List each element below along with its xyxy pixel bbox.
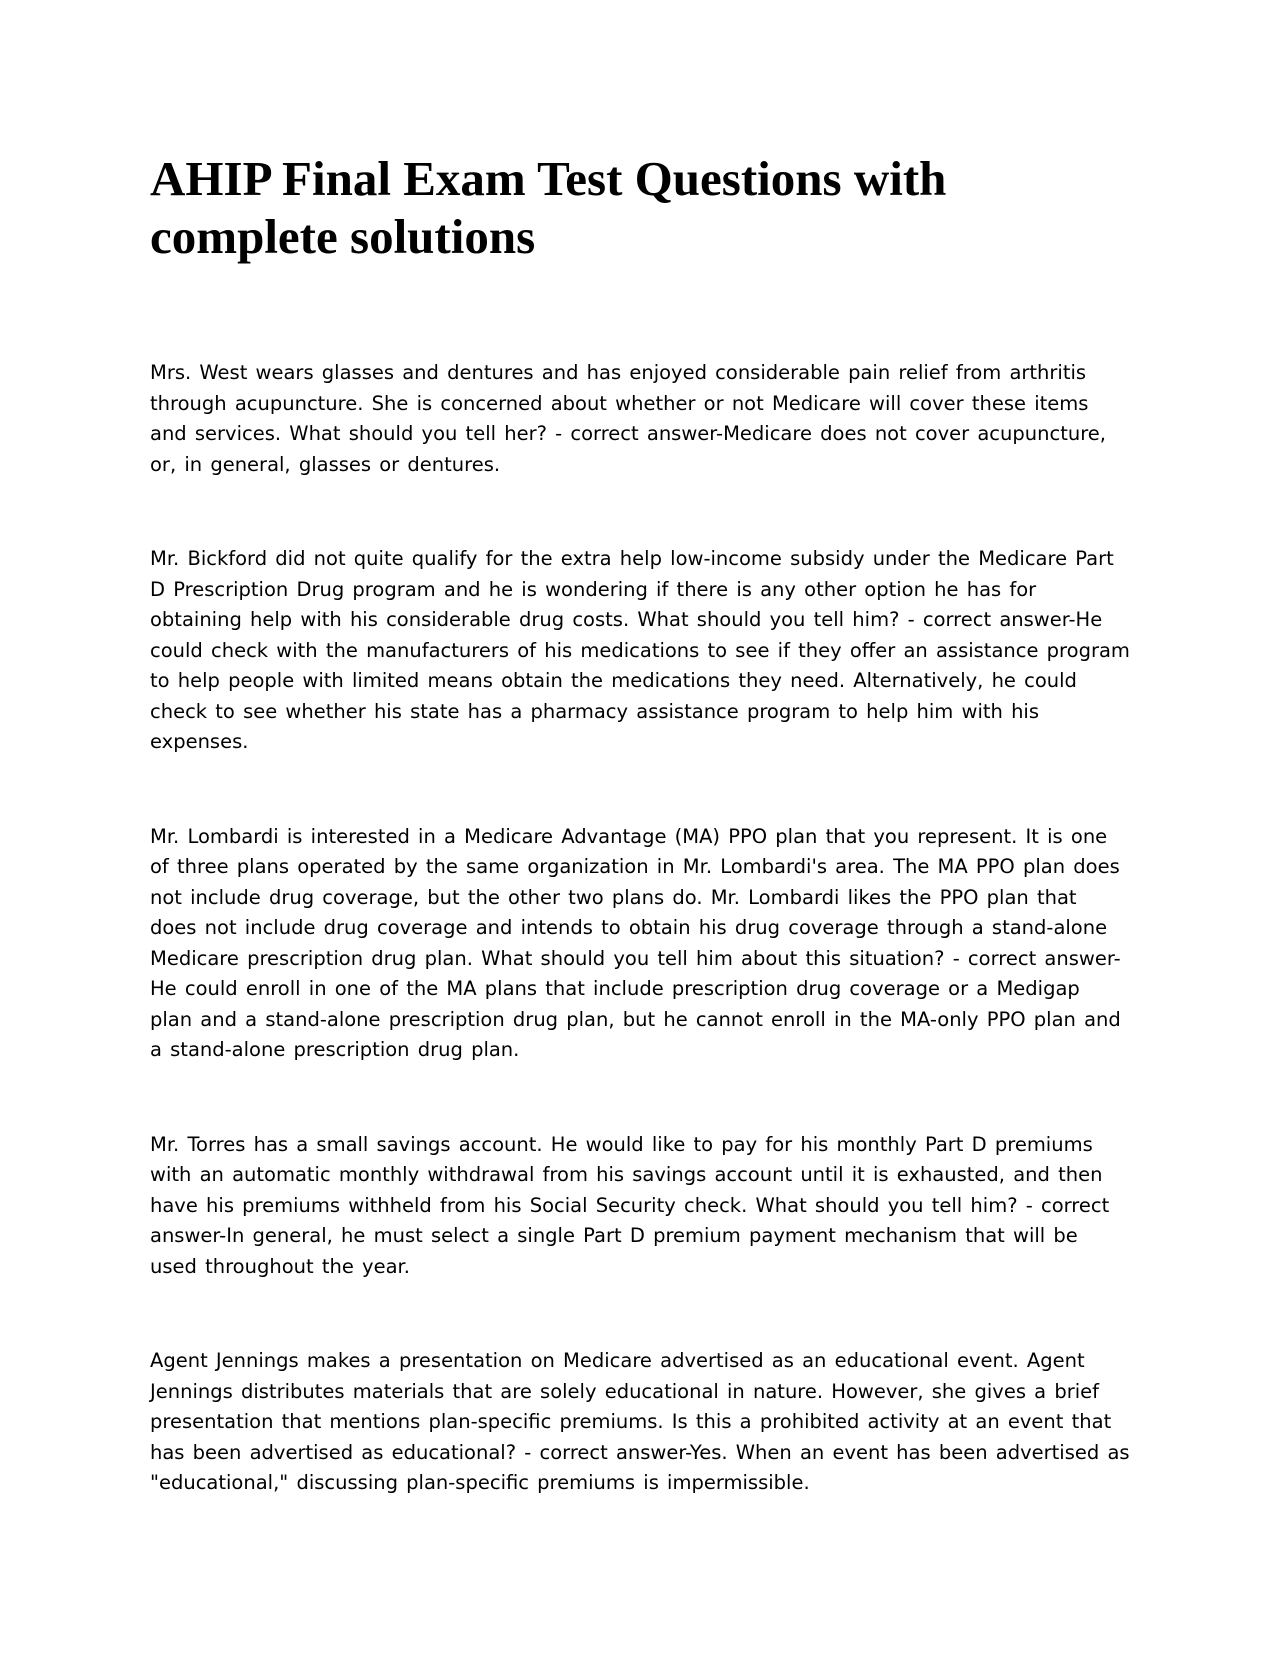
qa-item-jennings: Agent Jennings makes a presentation on Medicare advertised as an educational event. Agent Jennings distributes materials that are solely educational in nature. However, she gives a brief presentation that mentions plan-specific premiums. Is this a prohibited activity at an event that has been advertised as educational? - correct answer-Yes. When an event has been advertised as "educational," discussing plan-specific premiums is impermissible.: [150, 1349, 1130, 1494]
qa-item-torres: Mr. Torres has a small savings account. He would like to pay for his monthly Part D premiums with an automatic monthly withdrawal from his savings account until it is exhausted, and then have his premiums withheld from his Social Security check. What should you tell him? - correct answer-In general, he must select a single Part D premium payment mechanism that will be used throughout the year.: [150, 1132, 1110, 1278]
qa-item-west: Mrs. West wears glasses and dentures and has enjoyed considerable pain relief from arthritis through acupuncture. She is concerned about whether or not Medicare will cover these items and services. What should you tell her? - correct answer-Medicare does not cover acupuncture, or, in general, glasses or dentures.: [150, 361, 1106, 476]
qa-item-bickford: Mr. Bickford did not quite qualify for the extra help low-income subsidy under the Medicare Part D Prescription Drug program and he is wondering if there is any other option he has for obtaining help with his considerable drug costs. What should you tell him? - correct answer-He could check with the manufacturers of his medications to see if they offer an assistance program to help people with limited means obtain the medications they need. Alternatively, he could check to see whether his state has a pharmacy assistance program to help him with his expenses.: [150, 547, 1130, 753]
document-title: AHIP Final Exam Test Questions with complete solutions: [150, 151, 947, 264]
qa-item-lombardi: Mr. Lombardi is interested in a Medicare Advantage (MA) PPO plan that you represent. It is one of three plans operated by the same organization in Mr. Lombardi's area. The MA PPO plan does not include drug coverage, but the other two plans do. Mr. Lombardi likes the PPO plan that does not include drug coverage and intends to obtain his drug coverage through a stand-alone Medicare prescription drug plan. What should you tell him about this situation? - correct answer-He could enroll in one of the MA plans that include prescription drug coverage or a Medigap plan and a stand-alone prescription drug plan, but he cannot enroll in the MA-only PPO plan and a stand-alone prescription drug plan.: [150, 824, 1121, 1061]
qa-list: [150, 358, 1130, 1563]
